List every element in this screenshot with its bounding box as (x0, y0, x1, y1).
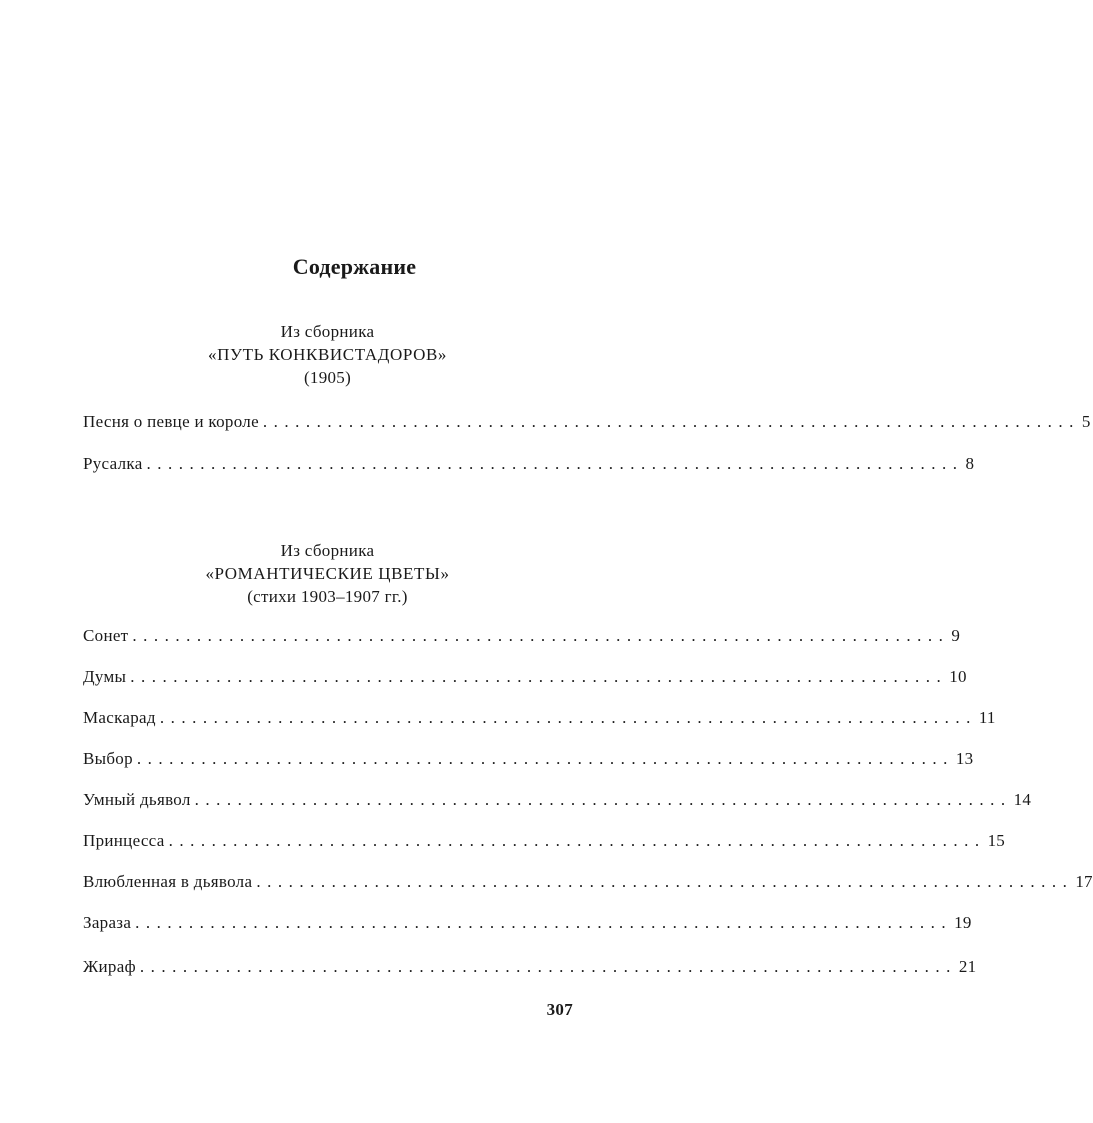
toc-list-2 (83, 626, 1093, 979)
dot-leader: ............................................................................ (132, 626, 950, 645)
dot-leader: ............................................................................ (136, 749, 954, 768)
entry-title: Жираф (83, 957, 140, 977)
toc-entry[interactable] (83, 749, 974, 771)
entry-title: Песня о певце и короле (83, 412, 263, 432)
toc-entry[interactable] (83, 454, 975, 476)
toc-list-1 (83, 412, 1091, 476)
entry-page-number: 10 (949, 667, 967, 686)
entry-page-number: 14 (1013, 790, 1032, 809)
entry-title: Зараза (83, 913, 135, 933)
dot-leader: ............................................................................ (168, 831, 986, 850)
page-folio: 307 (546, 1000, 573, 1019)
entry-page-number: 13 (955, 749, 974, 768)
toc-entry[interactable] (83, 913, 972, 935)
entry-page-number: 19 (954, 913, 972, 932)
dot-leader: ............................................................................ (194, 790, 1012, 809)
dot-leader: ............................................................................ (135, 913, 953, 932)
entry-page-number: 21 (958, 957, 977, 976)
entry-title: Сонет (83, 626, 132, 646)
entry-page-number: 5 (1081, 412, 1091, 431)
toc-entry[interactable] (83, 626, 961, 648)
entry-page-number: 15 (987, 831, 1005, 850)
entry-page-number: 8 (965, 454, 975, 473)
section-intro: Из сборника (280, 541, 375, 560)
section-intro: Из сборника (280, 322, 375, 341)
collection-dates: (стихи 1903–1907 гг.) (247, 587, 408, 606)
dot-leader: ............................................................................ (256, 872, 1074, 891)
entry-page-number: 9 (951, 626, 961, 645)
entry-title: Думы (83, 667, 130, 687)
entry-page-number: 17 (1075, 872, 1093, 891)
dot-leader: ............................................................................ (139, 957, 957, 976)
entry-title: Умный дьявол (83, 790, 195, 810)
toc-entry[interactable] (83, 957, 977, 979)
dot-leader: ............................................................................ (130, 667, 948, 686)
toc-entry[interactable] (83, 872, 1093, 894)
collection-dates: (1905) (303, 368, 352, 387)
section-heading-2 (0, 539, 655, 608)
collection-title: «РОМАНТИЧЕСКИЕ ЦВЕТЫ» (205, 564, 450, 583)
entry-title: Выбор (83, 749, 137, 769)
dot-leader: ............................................................................ (262, 412, 1080, 431)
entry-title: Влюбленная в дьявола (83, 872, 256, 892)
toc-entry[interactable] (83, 412, 1091, 434)
toc-entry[interactable] (83, 667, 967, 689)
toc-entry[interactable] (83, 708, 996, 730)
section-heading-1 (0, 320, 655, 389)
entry-title: Русалка (83, 454, 147, 474)
dot-leader: ............................................................................ (146, 454, 964, 473)
dot-leader: ............................................................................ (159, 708, 977, 727)
entry-title: Принцесса (83, 831, 169, 851)
collection-title: «ПУТЬ КОНКВИСТАДОРОВ» (207, 345, 448, 364)
entry-page-number: 11 (978, 708, 996, 727)
toc-entry[interactable] (83, 790, 1032, 812)
toc-entry[interactable] (83, 831, 1005, 853)
entry-title: Маскарад (83, 708, 160, 728)
toc-heading: Содержание (292, 254, 417, 279)
